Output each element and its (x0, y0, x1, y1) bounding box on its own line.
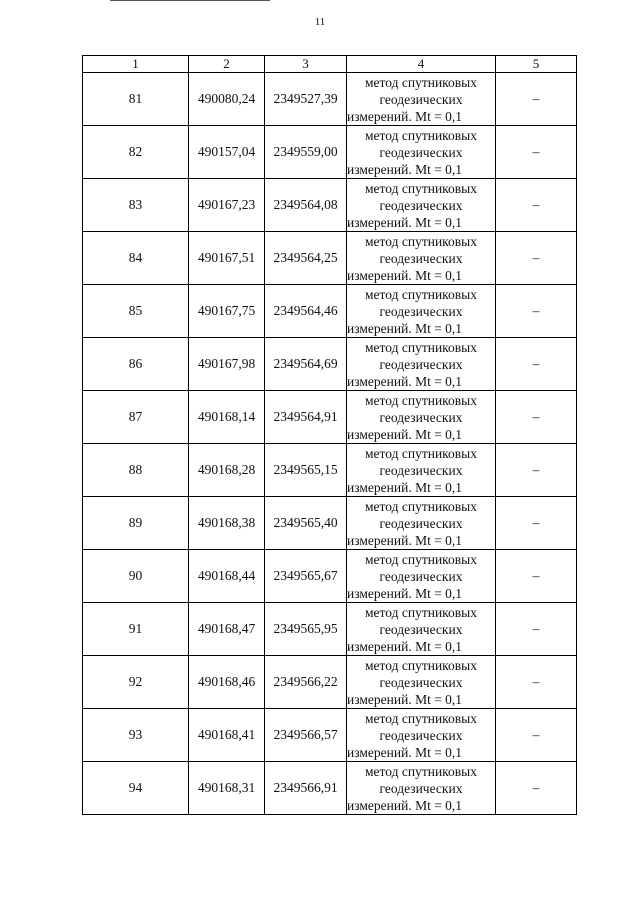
y-coordinate-cell: 2349527,39 (265, 73, 347, 126)
note-cell: – (496, 338, 577, 391)
method-text-line: измерений. Mt = 0,1 (347, 744, 463, 760)
table-row (83, 762, 577, 815)
method-text-line: геодезических (379, 621, 463, 637)
x-coordinate-cell: 490167,75 (189, 285, 265, 338)
column-header-1: 1 (83, 56, 189, 73)
point-number-cell: 81 (83, 73, 189, 126)
method-cell (347, 497, 496, 550)
method-text-line: измерений. Mt = 0,1 (347, 214, 463, 230)
y-coordinate-cell: 2349559,00 (265, 126, 347, 179)
note-cell: – (496, 762, 577, 815)
method-cell (347, 709, 496, 762)
y-coordinate-cell: 2349564,46 (265, 285, 347, 338)
y-coordinate-cell: 2349565,67 (265, 550, 347, 603)
x-coordinate-cell: 490168,41 (189, 709, 265, 762)
point-number-cell: 86 (83, 338, 189, 391)
table-row (83, 338, 577, 391)
method-text-line: метод спутниковых (365, 551, 477, 567)
method-text-line: геодезических (379, 250, 463, 266)
method-text-line: геодезических (379, 197, 463, 213)
method-text-line: метод спутниковых (365, 604, 477, 620)
method-cell (347, 762, 496, 815)
point-number-cell: 89 (83, 497, 189, 550)
method-cell (347, 603, 496, 656)
y-coordinate-cell: 2349566,57 (265, 709, 347, 762)
method-text-line: метод спутниковых (365, 710, 477, 726)
method-text-line: метод спутниковых (365, 286, 477, 302)
table-row (83, 709, 577, 762)
table-row (83, 73, 577, 126)
note-cell: – (496, 497, 577, 550)
x-coordinate-cell: 490168,38 (189, 497, 265, 550)
x-coordinate-cell: 490157,04 (189, 126, 265, 179)
y-coordinate-cell: 2349564,69 (265, 338, 347, 391)
method-cell (347, 656, 496, 709)
y-coordinate-cell: 2349565,40 (265, 497, 347, 550)
column-header-5: 5 (496, 56, 577, 73)
method-text-line: метод спутниковых (365, 657, 477, 673)
method-cell (347, 338, 496, 391)
column-header-4: 4 (347, 56, 496, 73)
table-row (83, 179, 577, 232)
x-coordinate-cell: 490168,44 (189, 550, 265, 603)
point-number-cell: 94 (83, 762, 189, 815)
method-text-line: измерений. Mt = 0,1 (347, 797, 463, 813)
table-row (83, 444, 577, 497)
method-text-line: измерений. Mt = 0,1 (347, 373, 463, 389)
y-coordinate-cell: 2349565,15 (265, 444, 347, 497)
note-cell: – (496, 232, 577, 285)
method-text-line: измерений. Mt = 0,1 (347, 426, 463, 442)
method-text-line: геодезических (379, 515, 463, 531)
method-text-line: геодезических (379, 356, 463, 372)
note-cell: – (496, 285, 577, 338)
point-number-cell: 91 (83, 603, 189, 656)
method-cell (347, 179, 496, 232)
note-cell: – (496, 550, 577, 603)
method-cell (347, 232, 496, 285)
method-text-line: метод спутниковых (365, 498, 477, 514)
point-number-cell: 87 (83, 391, 189, 444)
table-row (83, 232, 577, 285)
method-text-line: метод спутниковых (365, 392, 477, 408)
note-cell: – (496, 126, 577, 179)
method-text-line: измерений. Mt = 0,1 (347, 585, 463, 601)
table-row (83, 285, 577, 338)
method-text-line: геодезических (379, 91, 463, 107)
x-coordinate-cell: 490168,14 (189, 391, 265, 444)
column-header-2: 2 (189, 56, 265, 73)
x-coordinate-cell: 490168,46 (189, 656, 265, 709)
coordinates-table (82, 55, 577, 815)
method-text-line: геодезических (379, 780, 463, 796)
method-text-line: геодезических (379, 144, 463, 160)
note-cell: – (496, 444, 577, 497)
method-text-line: метод спутниковых (365, 339, 477, 355)
method-text-line: измерений. Mt = 0,1 (347, 320, 463, 336)
method-text-line: измерений. Mt = 0,1 (347, 479, 463, 495)
method-text-line: измерений. Mt = 0,1 (347, 691, 463, 707)
method-cell (347, 444, 496, 497)
table-header-row (83, 56, 577, 73)
table-body (83, 73, 577, 815)
method-text-line: метод спутниковых (365, 445, 477, 461)
method-cell (347, 391, 496, 444)
table-row (83, 497, 577, 550)
method-text-line: измерений. Mt = 0,1 (347, 108, 463, 124)
method-text-line: метод спутниковых (365, 180, 477, 196)
x-coordinate-cell: 490167,51 (189, 232, 265, 285)
x-coordinate-cell: 490168,47 (189, 603, 265, 656)
y-coordinate-cell: 2349564,25 (265, 232, 347, 285)
method-text-line: геодезических (379, 409, 463, 425)
method-text-line: метод спутниковых (365, 127, 477, 143)
point-number-cell: 88 (83, 444, 189, 497)
x-coordinate-cell: 490080,24 (189, 73, 265, 126)
method-text-line: геодезических (379, 727, 463, 743)
point-number-cell: 92 (83, 656, 189, 709)
method-text-line: измерений. Mt = 0,1 (347, 532, 463, 548)
y-coordinate-cell: 2349566,91 (265, 762, 347, 815)
note-cell: – (496, 73, 577, 126)
note-cell: – (496, 391, 577, 444)
method-cell (347, 73, 496, 126)
point-number-cell: 83 (83, 179, 189, 232)
note-cell: – (496, 656, 577, 709)
x-coordinate-cell: 490167,98 (189, 338, 265, 391)
point-number-cell: 82 (83, 126, 189, 179)
method-text-line: геодезических (379, 462, 463, 478)
method-text-line: измерений. Mt = 0,1 (347, 638, 463, 654)
point-number-cell: 84 (83, 232, 189, 285)
y-coordinate-cell: 2349565,95 (265, 603, 347, 656)
method-text-line: метод спутниковых (365, 74, 477, 90)
method-text-line: геодезических (379, 303, 463, 319)
method-cell (347, 550, 496, 603)
note-cell: – (496, 603, 577, 656)
method-text-line: метод спутниковых (365, 763, 477, 779)
y-coordinate-cell: 2349564,91 (265, 391, 347, 444)
method-text-line: геодезических (379, 568, 463, 584)
method-cell (347, 285, 496, 338)
point-number-cell: 85 (83, 285, 189, 338)
table-row (83, 656, 577, 709)
note-cell: – (496, 709, 577, 762)
table-row (83, 603, 577, 656)
table-row (83, 126, 577, 179)
method-cell (347, 126, 496, 179)
note-cell: – (496, 179, 577, 232)
point-number-cell: 93 (83, 709, 189, 762)
page-number: 11 (314, 16, 326, 28)
x-coordinate-cell: 490167,23 (189, 179, 265, 232)
method-text-line: метод спутниковых (365, 233, 477, 249)
point-number-cell: 90 (83, 550, 189, 603)
method-text-line: измерений. Mt = 0,1 (347, 161, 463, 177)
table-row (83, 550, 577, 603)
method-text-line: измерений. Mt = 0,1 (347, 267, 463, 283)
y-coordinate-cell: 2349564,08 (265, 179, 347, 232)
table-row (83, 391, 577, 444)
header-rule (110, 0, 270, 1)
x-coordinate-cell: 490168,31 (189, 762, 265, 815)
method-text-line: геодезических (379, 674, 463, 690)
y-coordinate-cell: 2349566,22 (265, 656, 347, 709)
x-coordinate-cell: 490168,28 (189, 444, 265, 497)
column-header-3: 3 (265, 56, 347, 73)
